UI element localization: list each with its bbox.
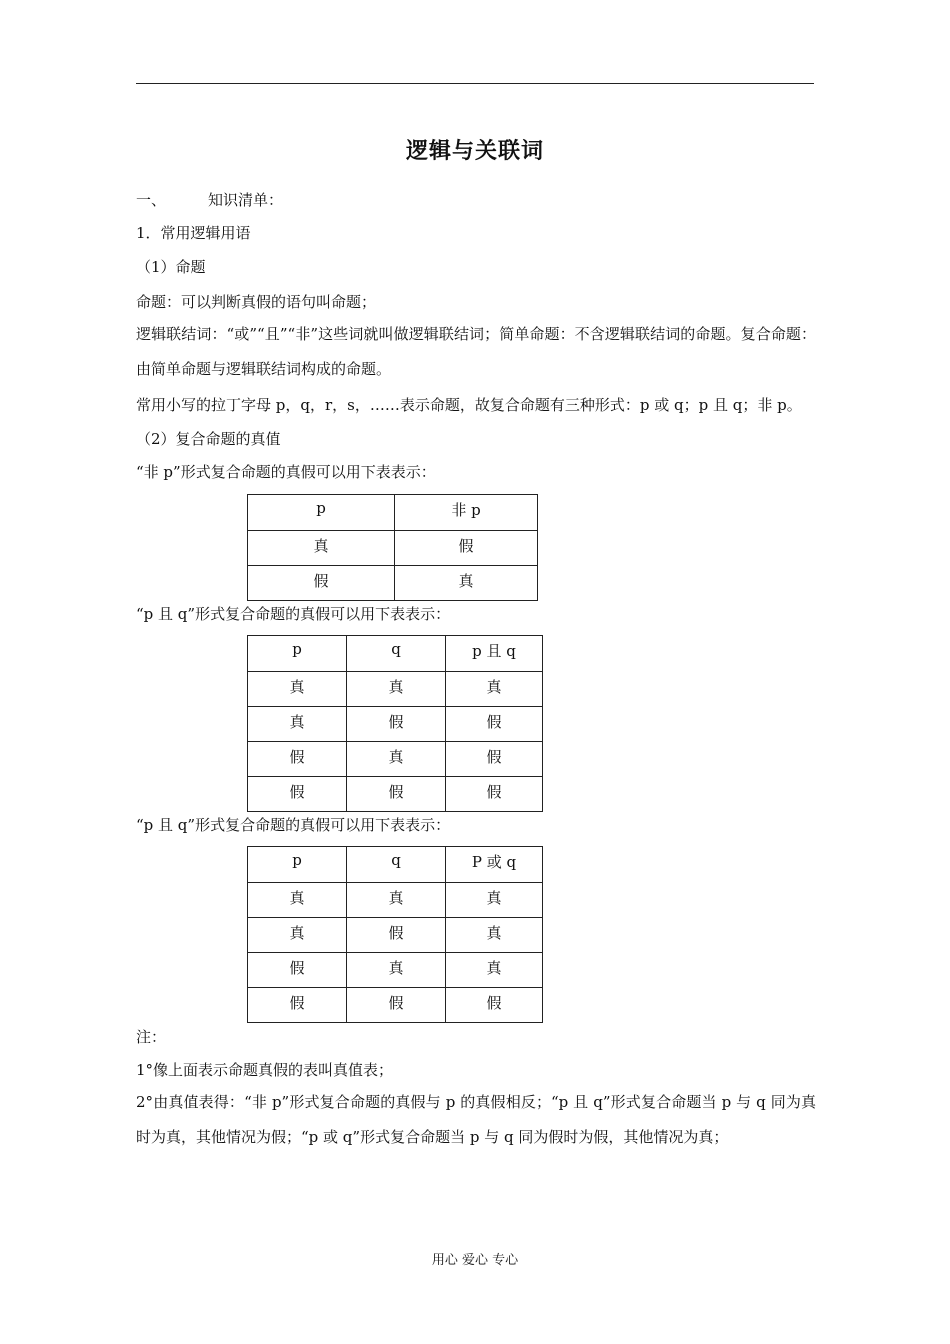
table-cell: 真 — [347, 672, 446, 707]
table-header-cell: 非 p — [395, 495, 538, 531]
table-cell: 真 — [446, 918, 543, 953]
table-cell: 假 — [347, 777, 446, 812]
table-cell: 假 — [446, 707, 543, 742]
subsection-heading: 1．常用逻辑用语 — [136, 224, 251, 242]
table-cell: 真 — [248, 883, 347, 918]
table-cell: 假 — [248, 988, 347, 1023]
table-cell: 真 — [248, 707, 347, 742]
table-row — [248, 672, 543, 707]
table-cell: 真 — [248, 918, 347, 953]
note-2: 2°由真值表得：“非 p”形式复合命题的真假与 p 的真假相反；“p 且 q”形式复合命题当 p 与 q 同为真时为真，其他情况为假；“p 或 q”形式复合命题当 p 与 q 同为假时为假，其他情况为真； — [136, 1093, 816, 1146]
table-header-cell: p — [248, 636, 347, 672]
page-footer: 用心 爱心 专心 — [431, 1253, 519, 1268]
table-cell: 假 — [248, 953, 347, 988]
definition-connectives: 逻辑联结词：“或”“且”“非”这些词就叫做逻辑联结词；简单命题：不含逻辑联结词的命题。复合命题：由简单命题与逻辑联结词构成的命题。 — [136, 325, 816, 378]
table-row — [248, 531, 538, 566]
table-cell: 假 — [395, 531, 538, 566]
item-propositions: （1）命题 — [136, 258, 206, 276]
table-row — [248, 742, 543, 777]
table-row — [248, 883, 543, 918]
table-header-row — [248, 495, 538, 531]
note-1: 1°像上面表示命题真假的表叫真值表； — [136, 1061, 394, 1079]
table-header-cell: q — [347, 636, 446, 672]
table-header-cell: p — [248, 495, 395, 531]
note-label: 注： — [136, 1028, 167, 1046]
table-header-cell: P 或 q — [446, 847, 543, 883]
table-row — [248, 777, 543, 812]
intro-or-table: “p 且 q”形式复合命题的真假可以用下表表示： — [136, 816, 451, 834]
table-cell: 真 — [395, 566, 538, 601]
table-row — [248, 953, 543, 988]
table-cell: 真 — [347, 883, 446, 918]
table-cell: 真 — [446, 672, 543, 707]
table-cell: 假 — [347, 707, 446, 742]
header-rule — [136, 83, 814, 84]
table-cell: 真 — [347, 742, 446, 777]
table-header-cell: p — [248, 847, 347, 883]
table-header-cell: q — [347, 847, 446, 883]
table-header-row — [248, 847, 543, 883]
table-header-row — [248, 636, 543, 672]
table-cell: 假 — [347, 988, 446, 1023]
table-cell: 假 — [446, 777, 543, 812]
table-row — [248, 707, 543, 742]
table-cell: 假 — [248, 777, 347, 812]
table-header-cell: p 且 q — [446, 636, 543, 672]
table-row — [248, 918, 543, 953]
table-cell: 真 — [347, 953, 446, 988]
table-row — [248, 988, 543, 1023]
table-cell: 假 — [248, 742, 347, 777]
table-cell: 假 — [248, 566, 395, 601]
intro-not-table: “非 p”形式复合命题的真假可以用下表表示： — [136, 463, 436, 481]
truth-table-and — [247, 635, 543, 812]
table-row — [248, 566, 538, 601]
truth-table-not — [247, 494, 538, 601]
table-cell: 真 — [446, 883, 543, 918]
table-cell: 假 — [347, 918, 446, 953]
section-number: 一、 — [136, 191, 167, 209]
intro-and-table: “p 且 q”形式复合命题的真假可以用下表表示： — [136, 605, 451, 623]
truth-table-or — [247, 846, 543, 1023]
table-cell: 假 — [446, 988, 543, 1023]
table-cell: 真 — [248, 531, 395, 566]
page-title: 逻辑与关联词 — [405, 138, 544, 164]
notation-paragraph: 常用小写的拉丁字母 p，q，r，s，……表示命题，故复合命题有三种形式：p 或 q；p 且 q；非 p。 — [136, 396, 802, 414]
table-cell: 真 — [248, 672, 347, 707]
section-label: 知识清单： — [208, 191, 284, 209]
table-cell: 真 — [446, 953, 543, 988]
table-cell: 假 — [446, 742, 543, 777]
item-truth-values: （2）复合命题的真值 — [136, 430, 281, 448]
section-heading — [136, 190, 283, 210]
definition-proposition: 命题：可以判断真假的语句叫命题； — [136, 293, 377, 311]
